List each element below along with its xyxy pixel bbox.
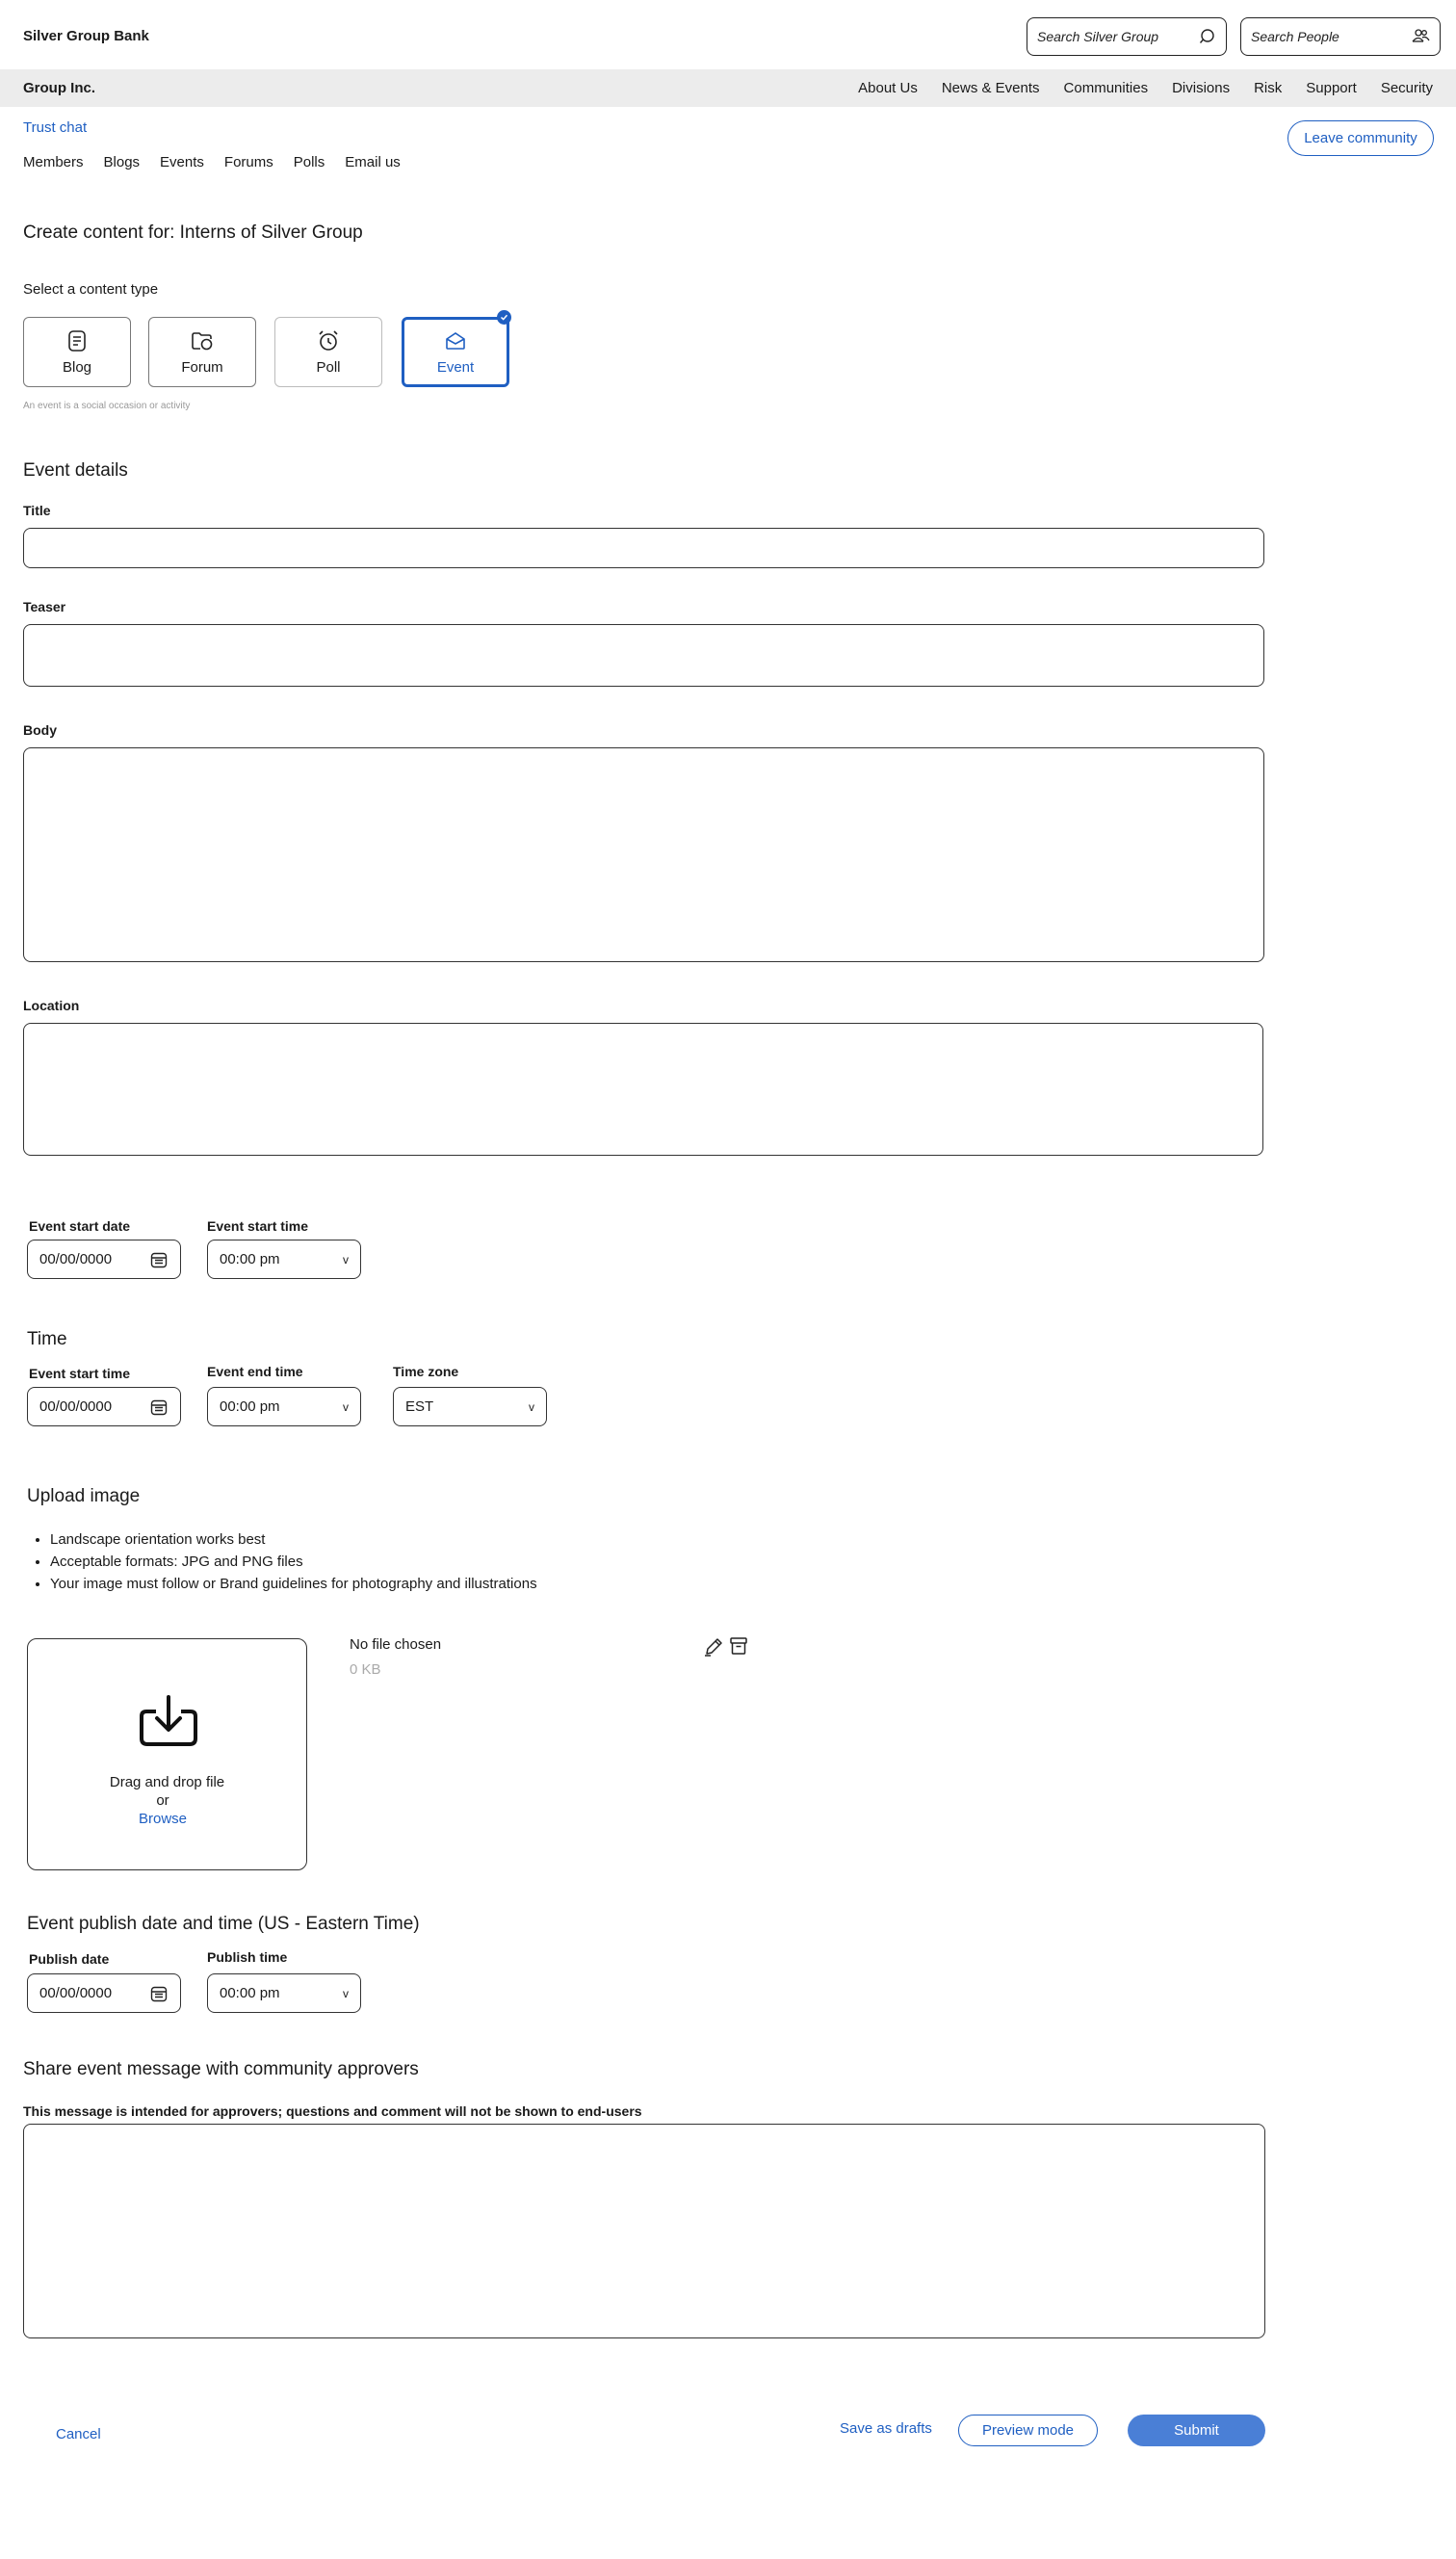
nav-risk[interactable]: Risk xyxy=(1254,80,1283,96)
image-dropzone[interactable] xyxy=(27,1638,307,1870)
chevron-down-icon: v xyxy=(343,1252,349,1266)
nav-divisions[interactable]: Divisions xyxy=(1172,80,1231,96)
tab-forums[interactable]: Forums xyxy=(223,154,273,170)
content-type-hint: An event is a social occasion or activity xyxy=(23,401,191,411)
search-people-input[interactable] xyxy=(1240,17,1441,56)
chevron-down-icon: v xyxy=(343,1399,349,1414)
nav-security[interactable]: Security xyxy=(1380,80,1433,96)
body-label: Body xyxy=(23,722,57,738)
or-text: or xyxy=(156,1792,169,1809)
content-type-forum-label: Forum xyxy=(181,359,223,376)
time-start-value: 00/00/0000 xyxy=(39,1398,113,1415)
share-heading: Share event message with community approvers xyxy=(23,2059,419,2079)
start-date-picker[interactable] xyxy=(27,1240,181,1279)
location-textarea[interactable] xyxy=(23,1023,1263,1156)
end-time-label: Event end time xyxy=(207,1364,303,1379)
edit-pencil-icon[interactable] xyxy=(703,1636,724,1658)
list-item: • Your image must follow or Brand guidelines for photography and illustrations xyxy=(50,1573,537,1595)
event-details-heading: Event details xyxy=(23,460,128,481)
list-item: • Acceptable formats: JPG and PNG files xyxy=(50,1551,537,1573)
time-start-picker[interactable] xyxy=(27,1387,181,1426)
tab-blogs[interactable]: Blogs xyxy=(103,154,141,170)
preview-mode-button[interactable]: Preview mode xyxy=(958,2415,1098,2446)
content-type-label: Select a content type xyxy=(23,281,159,298)
start-time-value: 00:00 pm xyxy=(220,1251,280,1267)
content-type-event-label: Event xyxy=(436,359,475,376)
content-type-blog[interactable] xyxy=(23,317,131,387)
brand-name[interactable]: Silver Group Bank xyxy=(23,28,149,44)
share-note: This message is intended for approvers; questions and comment will not be shown to end-users xyxy=(23,2103,642,2119)
search-group-placeholder: Search Silver Group xyxy=(1037,29,1159,44)
save-drafts-button[interactable]: Save as drafts xyxy=(840,2420,932,2437)
browse-link[interactable]: Browse xyxy=(138,1811,188,1827)
chat-search-icon[interactable] xyxy=(1197,27,1216,46)
drag-drop-text: Drag and drop file xyxy=(109,1774,225,1790)
content-type-blog-label: Blog xyxy=(62,359,92,376)
file-name: No file chosen xyxy=(350,1636,442,1653)
title-input[interactable] xyxy=(23,528,1264,568)
nav-support[interactable]: Support xyxy=(1306,80,1357,96)
leave-community-button[interactable]: Leave community xyxy=(1287,120,1434,156)
calendar-icon[interactable] xyxy=(149,1250,169,1269)
nav-communities[interactable]: Communities xyxy=(1063,80,1149,96)
publish-date-label: Publish date xyxy=(29,1951,110,1967)
end-time-select[interactable] xyxy=(207,1387,361,1426)
publish-time-select[interactable] xyxy=(207,1973,361,2013)
tab-events[interactable]: Events xyxy=(160,154,204,170)
list-item: • Landscape orientation works best xyxy=(50,1528,537,1551)
chevron-down-icon: v xyxy=(343,1986,349,2000)
time-zone-value: EST xyxy=(405,1398,434,1415)
tab-members[interactable]: Members xyxy=(23,154,84,170)
document-icon xyxy=(65,328,90,353)
people-icon[interactable] xyxy=(1411,27,1430,46)
content-type-event[interactable] xyxy=(402,317,509,387)
tab-polls[interactable]: Polls xyxy=(293,154,325,170)
selected-check-icon xyxy=(497,310,511,325)
start-date-value: 00/00/0000 xyxy=(39,1251,113,1267)
calendar-icon[interactable] xyxy=(149,1397,169,1417)
teaser-label: Teaser xyxy=(23,599,66,614)
upload-image-heading: Upload image xyxy=(27,1486,141,1506)
community-tabs xyxy=(23,154,401,170)
content-type-poll[interactable] xyxy=(274,317,382,387)
alarm-clock-icon xyxy=(316,328,341,353)
folder-chat-icon xyxy=(190,328,215,353)
file-size: 0 KB xyxy=(350,1661,381,1678)
teaser-input[interactable] xyxy=(23,624,1264,687)
time-heading: Time xyxy=(27,1329,67,1349)
archive-icon[interactable] xyxy=(729,1635,748,1657)
download-tray-icon xyxy=(137,1694,200,1748)
publish-date-value: 00/00/0000 xyxy=(39,1985,113,2001)
body-textarea[interactable] xyxy=(23,747,1264,962)
cancel-button[interactable]: Cancel xyxy=(56,2426,101,2442)
start-time-select[interactable] xyxy=(207,1240,361,1279)
tab-email-us[interactable]: Email us xyxy=(345,154,401,170)
start-date-label: Event start date xyxy=(29,1218,131,1234)
publish-time-value: 00:00 pm xyxy=(220,1985,280,2001)
title-label: Title xyxy=(23,503,51,518)
envelope-open-icon xyxy=(443,328,468,353)
community-name-link[interactable]: Trust chat xyxy=(23,119,88,136)
search-people-placeholder: Search People xyxy=(1251,29,1339,44)
content-type-poll-label: Poll xyxy=(316,359,341,376)
upload-guidelines xyxy=(50,1528,537,1595)
top-navbar xyxy=(0,69,1456,107)
submit-button[interactable]: Submit xyxy=(1128,2415,1265,2446)
start-time-label: Event start time xyxy=(207,1218,309,1234)
nav-news-events[interactable]: News & Events xyxy=(941,80,1040,96)
time-zone-label: Time zone xyxy=(393,1364,459,1379)
end-time-value: 00:00 pm xyxy=(220,1398,280,1415)
publish-date-picker[interactable] xyxy=(27,1973,181,2013)
page-title: Create content for: Interns of Silver Group xyxy=(23,222,363,243)
calendar-icon[interactable] xyxy=(149,1984,169,2003)
nav-about-us[interactable]: About Us xyxy=(858,80,918,96)
search-group-input[interactable] xyxy=(1027,17,1227,56)
publish-time-label: Publish time xyxy=(207,1949,288,1965)
nav-links xyxy=(858,80,1433,96)
location-label: Location xyxy=(23,998,80,1013)
approver-message-textarea[interactable] xyxy=(23,2124,1265,2338)
content-type-forum[interactable] xyxy=(148,317,256,387)
publish-heading: Event publish date and time (US - Eastern Time) xyxy=(27,1914,420,1934)
time-start-label: Event start time xyxy=(29,1366,131,1381)
org-name[interactable]: Group Inc. xyxy=(23,80,95,96)
chevron-down-icon: v xyxy=(529,1399,534,1414)
time-zone-select[interactable] xyxy=(393,1387,547,1426)
